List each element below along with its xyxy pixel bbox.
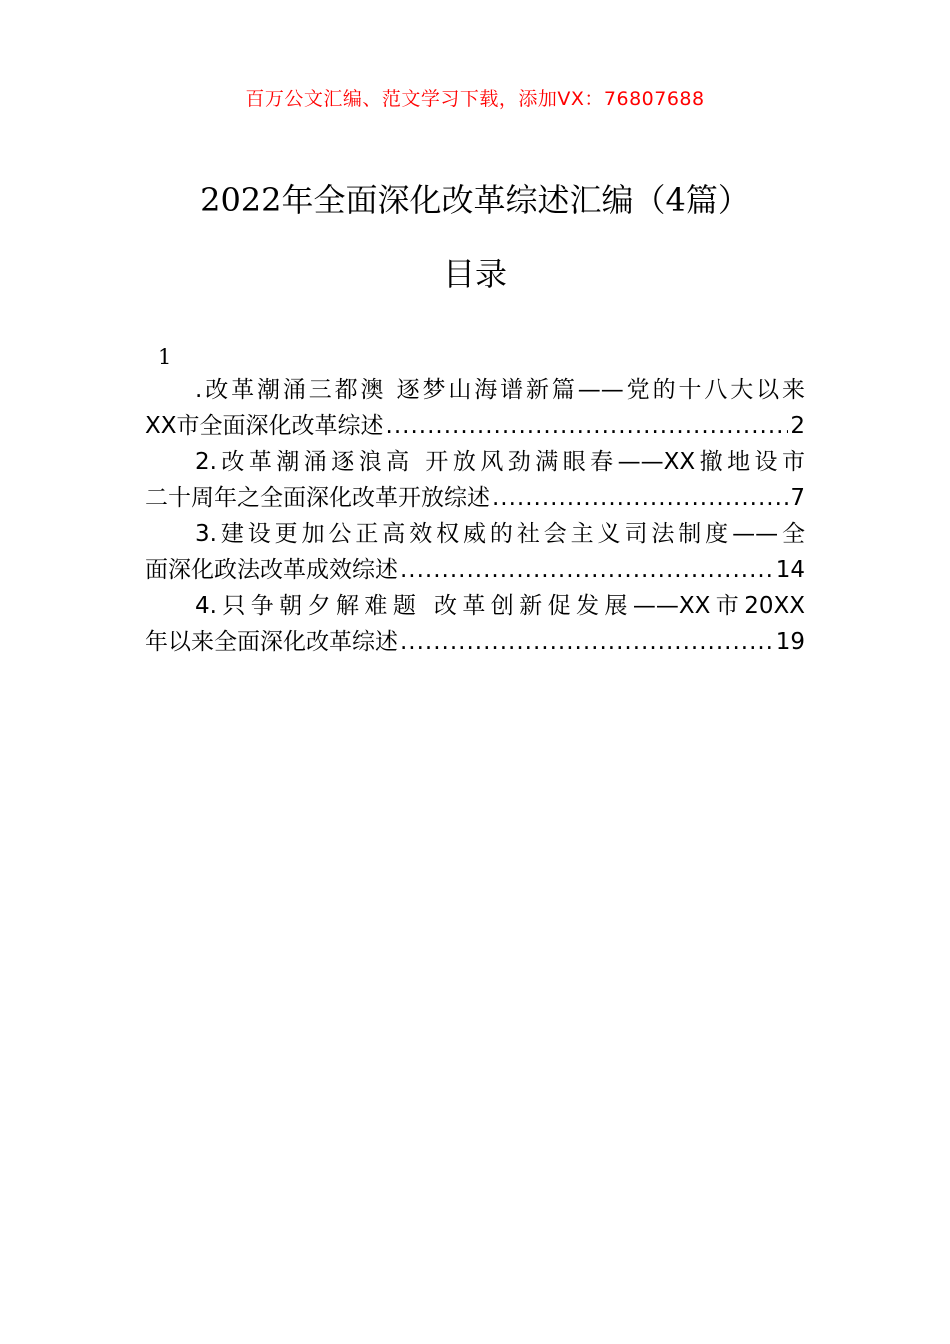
toc-dot-leader — [400, 624, 774, 660]
toc-entry[interactable] — [145, 444, 805, 516]
title-year: 2022 — [200, 181, 282, 219]
toc-entry[interactable] — [145, 588, 805, 660]
toc-entry-title-line: 4.只争朝夕解难题 改革创新促发展——XX市20XX — [195, 593, 805, 619]
toc-entry-title-line: .改革潮涌三都澳 逐梦山海谱新篇——党的十八大以来 — [195, 377, 805, 403]
promo-header-note: 百万公文汇编、范文学习下载，添加VX：76807688 — [245, 88, 705, 110]
toc-page-number: 2 — [790, 413, 805, 439]
toc-entry-title-line: 3.建设更加公正高效权威的社会主义司法制度——全 — [195, 521, 805, 547]
toc-entry-continuation — [145, 624, 805, 660]
toc-entry-title-tail: 二十周年之全面深化改革开放综述 — [145, 485, 490, 511]
toc-entry-continuation — [145, 408, 805, 444]
toc-entry[interactable] — [145, 516, 805, 588]
document-title — [0, 178, 950, 222]
toc-entry-title-tail: 面深化政法改革成效综述 — [145, 557, 398, 583]
toc-dot-leader — [386, 408, 789, 444]
toc-page-number: 14 — [775, 557, 805, 583]
title-count: 4 — [665, 181, 686, 219]
toc-entry-title-line: 2.改革潮涌逐浪高 开放风劲满眼春——XX撤地设市 — [195, 449, 805, 475]
toc-heading: 目录 — [442, 255, 507, 293]
toc-entry[interactable] — [145, 372, 805, 444]
toc-dot-leader — [492, 480, 788, 516]
title-main: 年全面深化改革综述汇编（ — [281, 181, 666, 219]
title-tail: 篇） — [685, 181, 750, 219]
toc-entry-title-tail: 年以来全面深化改革综述 — [145, 629, 398, 655]
toc-list-marker: 1 — [158, 345, 172, 369]
table-of-contents — [145, 372, 805, 660]
toc-entry-continuation — [145, 480, 805, 516]
toc-page-number: 7 — [790, 485, 805, 511]
toc-page-number: 19 — [775, 629, 805, 655]
toc-dot-leader — [400, 552, 774, 588]
toc-entry-continuation — [145, 552, 805, 588]
toc-entry-title-tail: XX市全面深化改革综述 — [145, 413, 384, 439]
